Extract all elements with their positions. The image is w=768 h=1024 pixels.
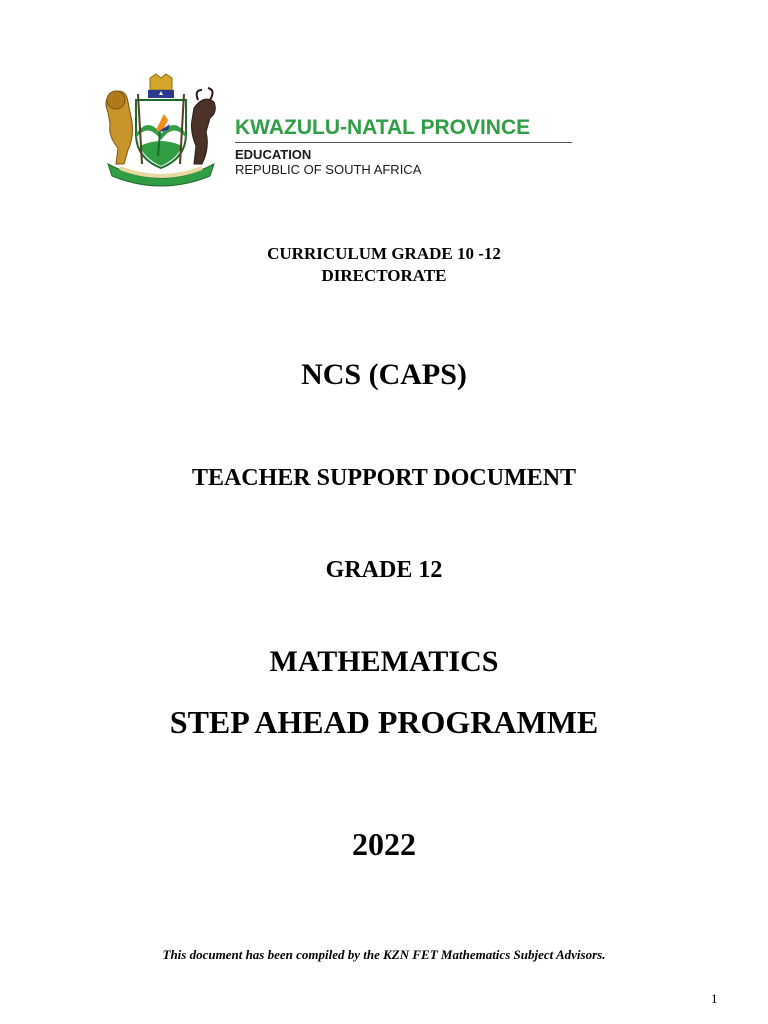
directorate-line-2: DIRECTORATE [321,266,447,285]
grade-label: GRADE 12 [325,557,443,583]
programme-title: STEP AHEAD PROGRAMME [169,704,599,740]
country-name: REPUBLIC OF SOUTH AFRICA [235,162,422,177]
year-label: 2022 [352,826,416,862]
compiled-by-note: This document has been compiled by the KZN FET Mathematics Subject Advisors. [162,947,606,962]
province-name: KWAZULU-NATAL PROVINCE [235,116,531,139]
department-name: EDUCATION [235,147,312,162]
coat-of-arms-icon [98,72,224,188]
curriculum-title: NCS (CAPS) [301,358,467,391]
subject-title: MATHEMATICS [269,645,499,678]
coat-of-arms-logo [98,72,224,188]
page-number: 1 [711,991,718,1006]
document-type: TEACHER SUPPORT DOCUMENT [191,465,577,491]
header-divider [235,142,572,143]
directorate-line-1: CURRICULUM GRADE 10 -12 [267,244,501,263]
